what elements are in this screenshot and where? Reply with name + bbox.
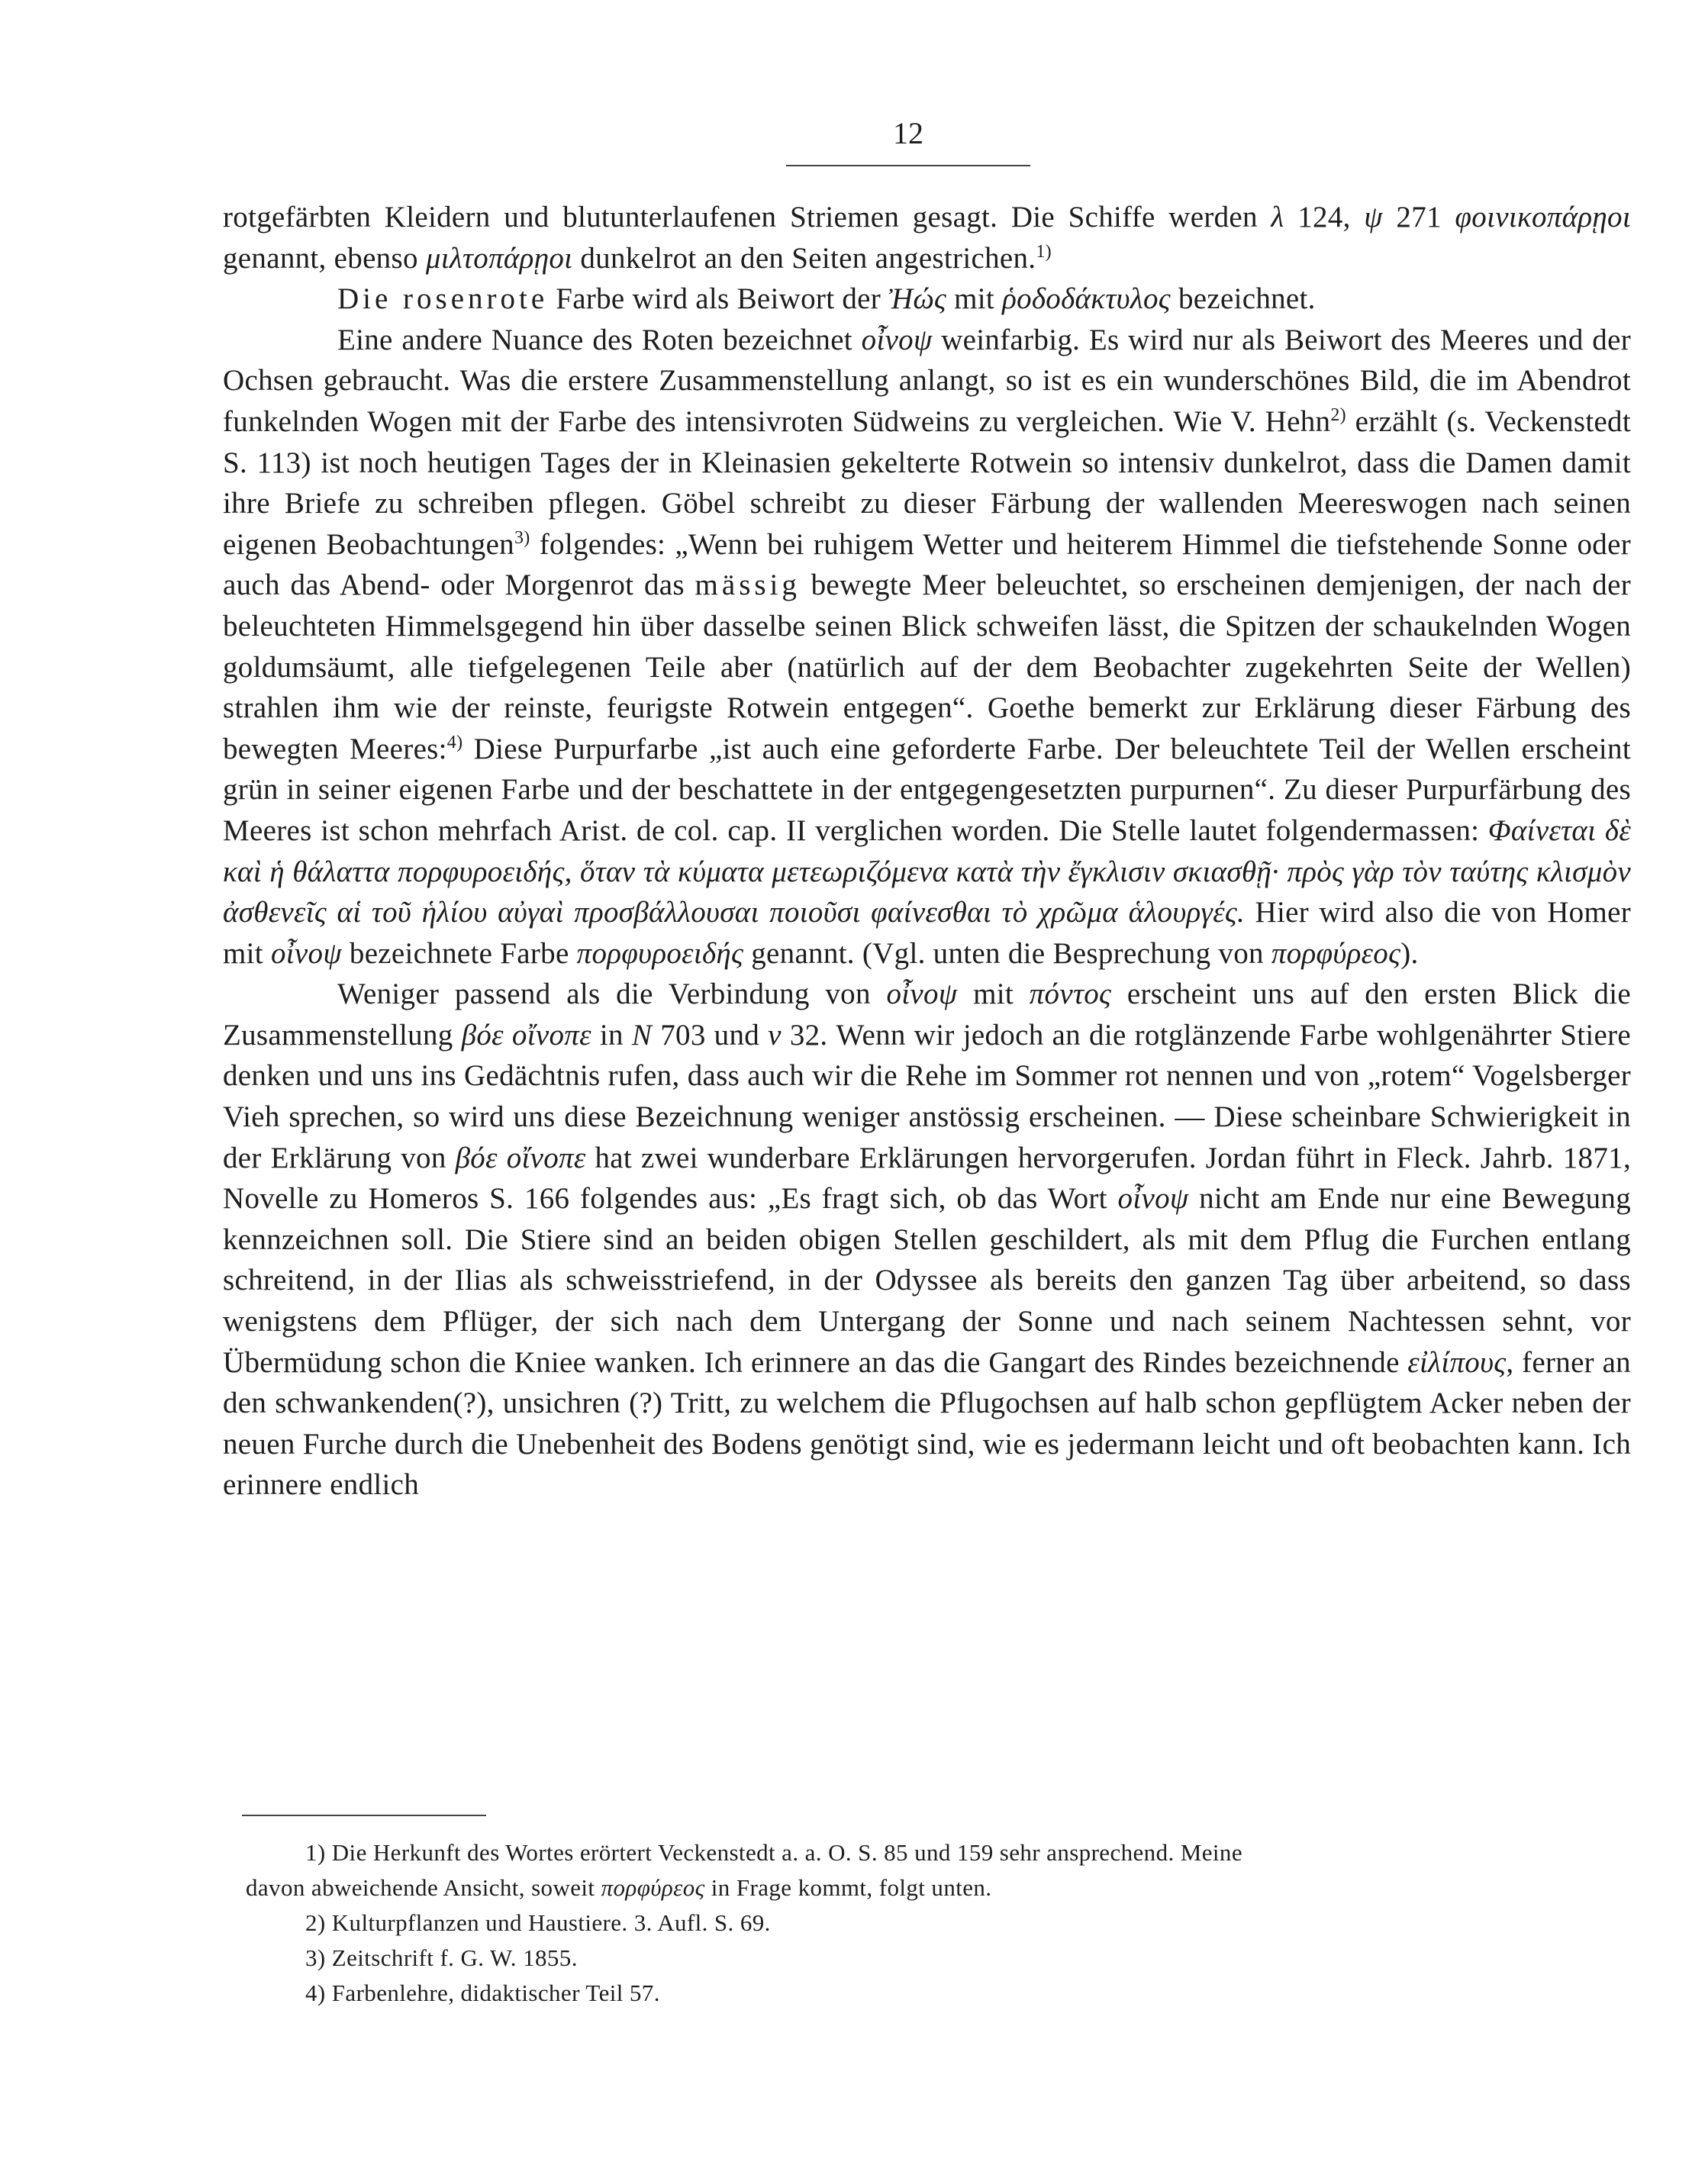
greek-term: Φαίνεται δὲ καὶ ἡ θάλαττα πορφυροειδής, ὅταν τὰ κύματα μετεωριζόμενα κατὰ τὴν ἔγκλισιν σκιασθῇ· πρὸς γὰρ τὸν ταύτης κλισμὸν ἀσθενεῖς αἱ τοῦ ἡλίου αὐγαὶ προσβάλλουσαι ποιοῦσι φαίνεσθαι τὸ χρῶμα ἁλουργές. [223, 813, 1631, 929]
greek-term: οἶνοψ [270, 936, 342, 970]
text-run: Farbe wird als Beiwort der [548, 282, 889, 316]
footnote-1-line-2 [246, 1870, 1631, 1905]
paragraph-3 [223, 320, 1631, 974]
footnote-ref: 3) [514, 527, 530, 548]
spaced-emphasis: Die rosenrote [337, 282, 549, 316]
text-run: mit [957, 978, 1030, 1011]
greek-term: πορφύρεος [1271, 936, 1401, 970]
greek-term: βόε οἴνοπε [455, 1141, 586, 1174]
text-run: erzählt (s. Veckenstedt S. 113) ist noch heutigen Tages der in Kleinasien gekelterte Rotwein so intensiv dunkelrot, dass die Damen damit ihre Briefe zu schreiben pflegen. Göbel schreibt zu dieser Färbung der wallenden Meereswogen nach seinen eigenen Beobachtungen [223, 404, 1631, 561]
text-run: folgendes: „Wenn bei ruhigem Wetter und heiterem Himmel die tiefstehende Sonne oder auch das Abend- oder Morgenrot das [223, 527, 1632, 602]
greek-term: μιλτοπάρῃοι [425, 241, 573, 275]
footnote-ref: 2) [1330, 404, 1346, 425]
text-run: Hier wird also die von Homer mit [223, 896, 1632, 970]
greek-term: εἰλίπους [1407, 1345, 1507, 1379]
text-run: bezeichnet. [1170, 282, 1316, 316]
spaced-emphasis: mässig [695, 569, 801, 602]
page-number: 12 [893, 116, 923, 150]
text-run: , ferner an den schwankenden(?), unsichren (?) Tritt, zu welchem die Pflugochsen auf halb schon gepflügtem Acker neben der neuen Furche durch die Unebenheit des Bodens genötigt sind, wie es jedermann leicht und oft beobachten kann. Ich erinnere endlich [223, 1345, 1631, 1502]
greek-term: οἶνοψ [861, 323, 933, 356]
greek-term: πόντος [1029, 978, 1112, 1011]
greek-term: Ἠώς [888, 282, 947, 316]
footnote-1-text: davon abweichende Ansicht, soweit [246, 1874, 601, 1901]
text-run: erscheint uns auf den ersten Blick die Zusammenstellung [223, 978, 1632, 1052]
text-run: 124, [1284, 201, 1365, 234]
footnote-1-line-1: 1) Die Herkunft des Wortes erörtert Veckenstedt a. a. O. S. 85 und 159 sehr ansprechend. Meine [305, 1839, 1242, 1866]
greek-term: ψ [1364, 201, 1383, 234]
footnotes [246, 1835, 1631, 2011]
footnote-3: 3) Zeitschrift f. G. W. 1855. [305, 1944, 578, 1971]
text-run: bewegte Meer beleuchtet, so erscheinen demjenigen, der nach der beleuchteten Himmelsgegend hin über dasselbe seinen Blick schweifen lässt, die Spitzen der schaukelnden Wogen goldumsäumt, alle tiefgelegenen Teile aber (natürlich auf der dem Beobachter zugekehrten Seite der Wellen) strahlen ihm wie der reinste, feurigste Rotwein entgegen“. Goethe bemerkt zur Erklärung dieser Färbung des bewegten Meeres: [223, 569, 1631, 765]
text-run: 32. Wenn wir jedoch an die rotglänzende Farbe wohlgenährter Stiere denken und uns ins Gedächtnis rufen, dass auch wir die Rehe im Sommer rot nennen und von „rotem“ Vogelsberger Vieh sprechen, so wird uns diese Bezeichnung weniger anstössig erscheinen. — Diese scheinbare Schwierigkeit in der Erklärung von [223, 1018, 1632, 1174]
greek-term: οἶνοψ [886, 978, 958, 1011]
footnote-ref: 1) [1036, 241, 1052, 262]
text-run: 703 und [652, 1018, 769, 1052]
text-run: Eine andere Nuance des Roten bezeichnet [337, 323, 862, 356]
text-run: bezeichnete Farbe [341, 936, 577, 970]
greek-term: φοινικοπάρῃοι [1455, 201, 1631, 234]
text-run: Weniger passend als die Verbindung von [337, 978, 887, 1011]
greek-term: οἶνοψ [1117, 1182, 1189, 1216]
text-run: nicht am Ende nur eine Bewegung kennzeichnen soll. Die Stiere sind an beiden obigen Stellen geschildert, als mit dem Pflug die Furchen entlang schreitend, in der Ilias als schweisstriefend, in der Odyssee als bereits den ganzen Tag über arbeitend, so dass wenigstens dem Pflüger, der sich nach dem Untergang der Sonne und nach seinem Nachtessen sehnt, vor Übermüdung schon die Kniee wanken. Ich erinnere an das die Gangart des Rindes bezeichnende [223, 1182, 1631, 1379]
text-run: genannt, ebenso [223, 241, 426, 275]
greek-term: ῥοδοδάκτυλος [1002, 282, 1171, 316]
text-run: mit [946, 282, 1003, 316]
footnote-2: 2) Kulturpflanzen und Haustiere. 3. Aufl. S. 69. [305, 1909, 771, 1936]
greek-term: Ν [631, 1018, 653, 1052]
paragraph-2 [223, 279, 1631, 320]
text-run: 271 [1382, 201, 1455, 234]
text-run: genannt. (Vgl. unten die Besprechung von [743, 936, 1271, 970]
text-run: hat zwei wunderbare Erklärungen hervorgerufen. Jordan führt in Fleck. Jahrb. 1871, Novelle zu Homeros S. 166 folgendes aus: „Es fragt sich, ob das Wort [223, 1141, 1631, 1216]
text-run: Diese Purpurfarbe „ist auch eine geforderte Farbe. Der beleuchtete Teil der Wellen erscheint grün in seiner eigenen Farbe und der beschattete in der entgegengesetzten purpurnen“. Zu dieser Purpurfärbung des Meeres ist schon mehrfach Arist. de col. cap. II verglichen worden. Die Stelle lautet folgendermassen: [223, 732, 1631, 847]
greek-term: ν [768, 1018, 782, 1052]
greek-term: βόε οἴνοπε [461, 1018, 591, 1052]
text-run: ). [1400, 936, 1419, 970]
footnote-ref: 4) [446, 732, 463, 752]
footnote-1-text-end: in Frage kommt, folgt unten. [704, 1874, 992, 1901]
paragraph-1 [223, 197, 1631, 279]
header-rule [786, 165, 1030, 166]
paragraph-4 [223, 974, 1631, 1506]
greek-term: πορφυροειδής [576, 936, 744, 970]
footnote-rule [242, 1815, 486, 1816]
text-run: rotgefärbten Kleidern und blutunterlaufenen Striemen gesagt. Die Schiffe werden [223, 201, 1271, 234]
greek-term: λ [1271, 201, 1284, 234]
footnote-1-greek: πορφύρεος [601, 1874, 705, 1901]
body-text [223, 197, 1631, 1506]
text-run: in [591, 1018, 632, 1052]
footnote-1 [246, 1835, 1631, 1905]
footnote-4: 4) Farbenlehre, didaktischer Teil 57. [305, 1979, 660, 2006]
text-run: dunkelrot an den Seiten angestrichen. [572, 241, 1036, 275]
text-run: weinfarbig. Es wird nur als Beiwort des Meeres und der Ochsen gebraucht. Was die erstere Zusammenstellung anlangt, so ist es ein wunderschönes Bild, die im Abendrot funkelnden Wogen mit der Farbe des intensivroten Südweins zu vergleichen. Wie V. Hehn [223, 323, 1631, 438]
